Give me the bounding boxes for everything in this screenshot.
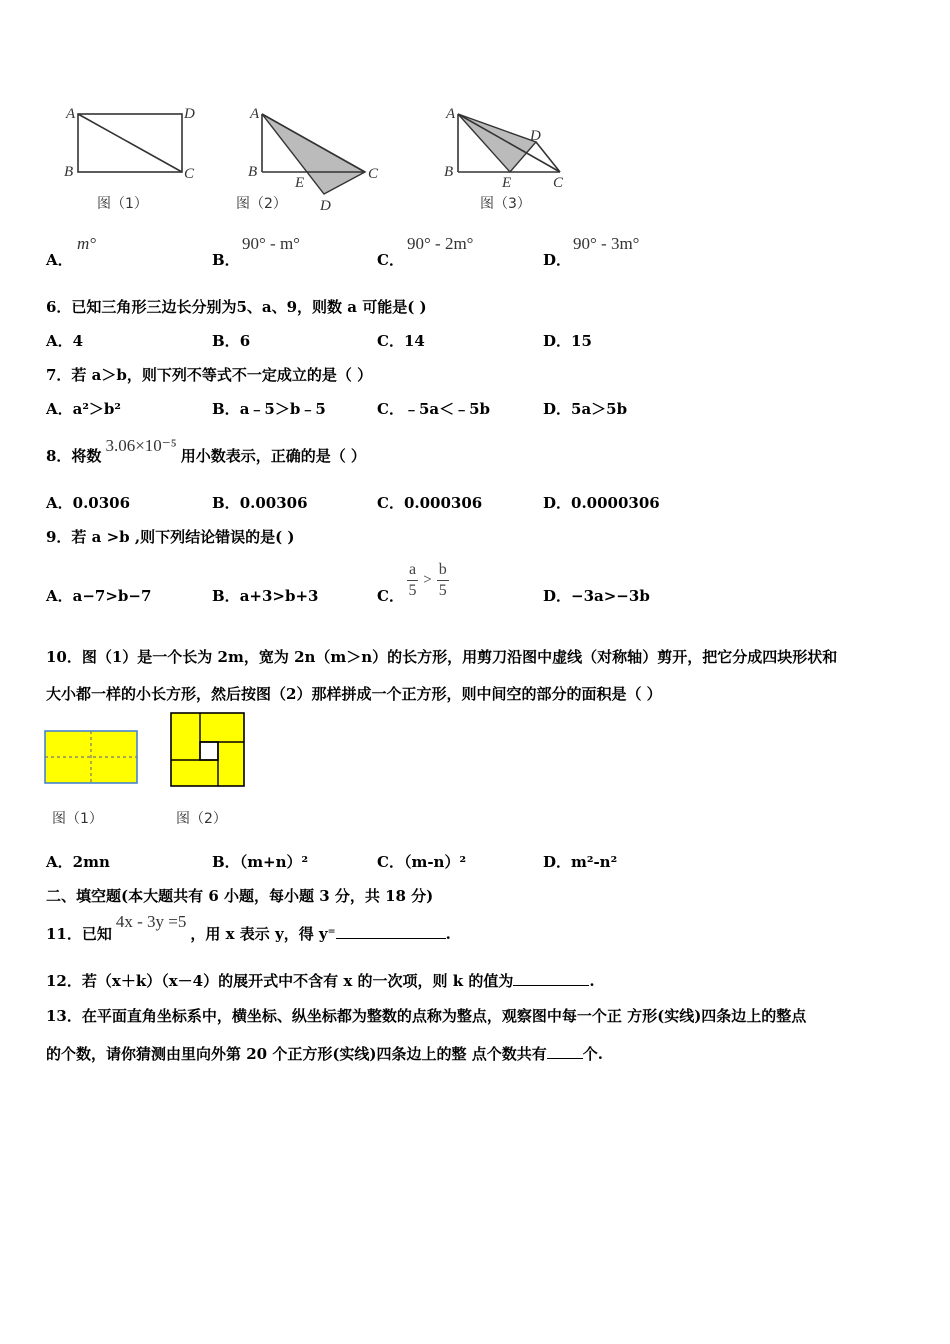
q8-option-d: D．0.0000306: [543, 494, 660, 512]
q5-option-a-letter: A．: [46, 251, 73, 269]
q10-option-a: A．2mn: [46, 853, 110, 871]
q5-option-a: m°: [77, 234, 97, 253]
q8-expression: 3.06×10⁻⁵: [105, 436, 177, 455]
q11-expression: 4x - 3y =5: [115, 912, 187, 931]
q6-option-b: B．6: [212, 332, 251, 350]
q11: 11．已知4x - 3y =5，用 x 表示 y，得 y⁼ .: [46, 912, 451, 943]
q12-answer-blank[interactable]: [513, 971, 589, 986]
q11-answer-blank[interactable]: [336, 924, 446, 939]
figure-1: [78, 114, 182, 172]
q6-option-a: A．4: [46, 332, 84, 350]
figure-3-shaded: [458, 114, 536, 172]
q6-option-d: D．15: [543, 332, 592, 350]
fig2-pt-E: E: [295, 175, 305, 191]
q10-figure-2: [170, 712, 246, 788]
q10-figure-1: [44, 730, 140, 786]
q10-line2: 大小都一样的小长方形，然后按图（2）那样拼成一个正方形，则中间空的部分的面积是（ ）: [46, 685, 662, 703]
q6-option-c: C．14: [377, 332, 425, 350]
q9-stem: 9．若 a >b ,则下列结论错误的是( ): [46, 528, 295, 546]
fig2-pt-C: C: [368, 166, 379, 182]
fig1-pt-C: C: [184, 166, 195, 182]
q7-option-b: B．a﹣5＞b﹣5: [212, 400, 326, 418]
q10-fig2-label: 图（2）: [176, 811, 227, 827]
fig1-pt-A: A: [66, 106, 76, 122]
q5-option-b: 90° - m°: [242, 234, 300, 253]
q9-option-b: B．a+3>b+3: [212, 587, 319, 605]
fig1-label: 图（1）: [97, 196, 148, 212]
q6-stem: 6．已知三角形三边长分别为5、a、9，则数 a 可能是( ): [46, 298, 427, 316]
q10-option-c: C．（m-n）²: [377, 853, 467, 871]
fig3-pt-C: C: [553, 175, 564, 191]
fig3-pt-D: D: [530, 128, 541, 144]
q12: 12．若（x＋k）（x－4）的展开式中不含有 x 的一次项，则 k 的值为 .: [46, 972, 595, 990]
fig3-pt-A: A: [446, 106, 456, 122]
q13-line2: 的个数，请你猜测由里向外第 20 个正方形(实线)四条边上的整 点个数共有 个.: [46, 1045, 603, 1063]
fig2-label: 图（2）: [236, 196, 287, 212]
q9-option-d: D．−3a>−3b: [543, 587, 650, 605]
fig3-pt-E: E: [502, 175, 512, 191]
fig3-label: 图（3）: [480, 196, 531, 212]
q5-option-d: 90° - 3m°: [573, 234, 640, 253]
q8-option-c: C．0.000306: [377, 494, 483, 512]
q8-option-a: A．0.0306: [46, 494, 131, 512]
q8-option-b: B．0.00306: [212, 494, 308, 512]
figure-2-shaded: [262, 114, 365, 194]
fig2-pt-D: D: [320, 198, 331, 214]
fig1-pt-B: B: [64, 164, 74, 180]
q5-option-c: 90° - 2m°: [407, 234, 474, 253]
q8-stem: 8．将数3.06×10⁻⁵用小数表示，正确的是（ ）: [46, 436, 366, 465]
q7-stem: 7．若 a＞b，则下列不等式不一定成立的是（ ）: [46, 366, 373, 384]
section-2-heading: 二、填空题(本大题共有 6 小题，每小题 3 分，共 18 分): [46, 887, 434, 905]
fig2-pt-B: B: [248, 164, 258, 180]
fig3-pt-B: B: [444, 164, 454, 180]
fig1-pt-D: D: [184, 106, 195, 122]
q13-answer-blank[interactable]: [547, 1044, 583, 1059]
q9-option-a: A．a−7>b−7: [46, 587, 152, 605]
q7-option-a: A．a²＞b²: [46, 400, 121, 418]
q10-fig1-label: 图（1）: [52, 811, 103, 827]
q5-option-b-letter: B．: [212, 251, 240, 269]
q13-line1: 13．在平面直角坐标系中，横坐标、纵坐标都为整数的点称为整点，观察图中每一个正 方形(实线)四条边上的整点: [46, 1007, 807, 1025]
fig2-pt-A: A: [250, 106, 260, 122]
q9-option-c-letter: C．: [377, 587, 404, 605]
q9-option-c-expr: $\frac{a}{5}$ > $\frac{b}{5}$: [408, 561, 447, 599]
q5-option-d-letter: D．: [543, 251, 572, 269]
q10-option-b: B．（m+n）²: [212, 853, 309, 871]
q7-option-d: D．5a＞5b: [543, 400, 628, 418]
q10-line1: 10．图（1）是一个长为 2m，宽为 2n（m＞n）的长方形，用剪刀沿图中虚线（对称轴）剪开，把它分成四块形状和: [46, 648, 838, 666]
q7-option-c: C．﹣5a＜﹣5b: [377, 400, 491, 418]
q5-option-c-letter: C．: [377, 251, 404, 269]
q10-option-d: D．m²-n²: [543, 853, 618, 871]
